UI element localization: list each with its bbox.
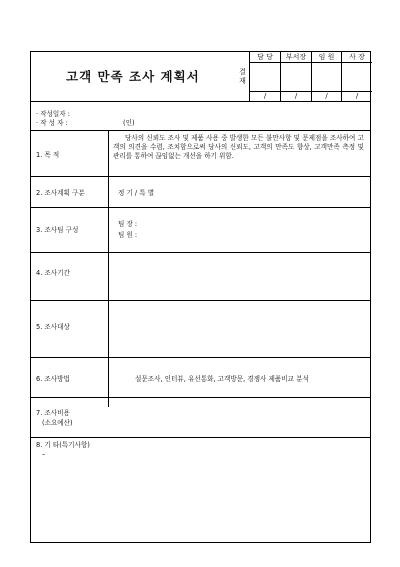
survey-cost-label: 7. 조사비용: [36, 409, 70, 417]
purpose-label: 1. 목 적: [36, 151, 60, 159]
approval-column-staff: [250, 52, 281, 101]
creation-date-label: · 작성일자 :: [36, 110, 70, 118]
approval-date-executive: /: [312, 91, 341, 101]
approval-column-department-head: [281, 52, 312, 101]
budget-label: (소요예산): [42, 419, 73, 427]
divider: [31, 300, 370, 301]
approval-date-president: /: [342, 91, 372, 101]
team-members-field: 팀 원 :: [118, 231, 138, 239]
approval-date-staff: /: [250, 91, 280, 101]
plan-type-label: 2. 조사계획 구분: [36, 189, 85, 197]
approval-header-department-head: 부서장: [281, 52, 311, 63]
approval-box: [236, 52, 372, 101]
survey-method-content: 설문조사, 인터뷰, 유선통화, 고객방문, 경쟁사 제품비교 분석: [135, 375, 309, 383]
divider: [31, 207, 370, 208]
approval-column-president: [342, 52, 372, 101]
approval-label-top: 결: [239, 67, 246, 76]
label-column-divider: [108, 130, 109, 407]
team-leader-field: 팀 장 :: [118, 220, 138, 228]
divider: [31, 176, 370, 177]
approval-label-bottom: 재: [239, 76, 246, 85]
approval-column-executive: [312, 52, 342, 101]
team-composition-label: 3. 조사팀 구성: [36, 226, 79, 234]
plan-type-content: 정 기 / 특 별: [118, 189, 155, 197]
survey-target-label: 5. 조사대상: [36, 323, 70, 331]
other-notes-bullet: –: [42, 450, 46, 458]
approval-date-department-head: /: [281, 91, 311, 101]
document-title: 고객 만족 조사 계획서: [66, 69, 200, 84]
author-label: · 작 성 자 :: [36, 119, 68, 127]
divider: [31, 130, 370, 131]
survey-period-label: 4. 조사기간: [36, 269, 70, 277]
approval-label: [236, 52, 250, 101]
purpose-content: 당사의 신뢰도 조사 및 제품 사용 중 발생한 모든 불만사항 및 문제점을 조사하여 고객의 의견을 수렴, 조치함으로써 당사의 신뢰도, 고객의 만족도 향상, 고객만족 측정 및 관리를 통하여 끊임없는 개선을 하기 위함.: [113, 134, 364, 160]
approval-header-executive: 임 원: [312, 52, 341, 63]
divider: [31, 397, 370, 398]
survey-method-label: 6. 조사방법: [36, 375, 70, 383]
divider: [31, 252, 370, 253]
other-notes-label: 8. 기 타(특기사항): [36, 441, 90, 449]
seal-mark: (인): [123, 119, 135, 127]
divider: [31, 357, 370, 358]
plan-document: [30, 51, 371, 543]
approval-header-staff: 담 당: [250, 52, 280, 63]
approval-header-president: 사 장: [342, 52, 372, 63]
divider: [31, 101, 370, 102]
divider: [31, 437, 370, 438]
